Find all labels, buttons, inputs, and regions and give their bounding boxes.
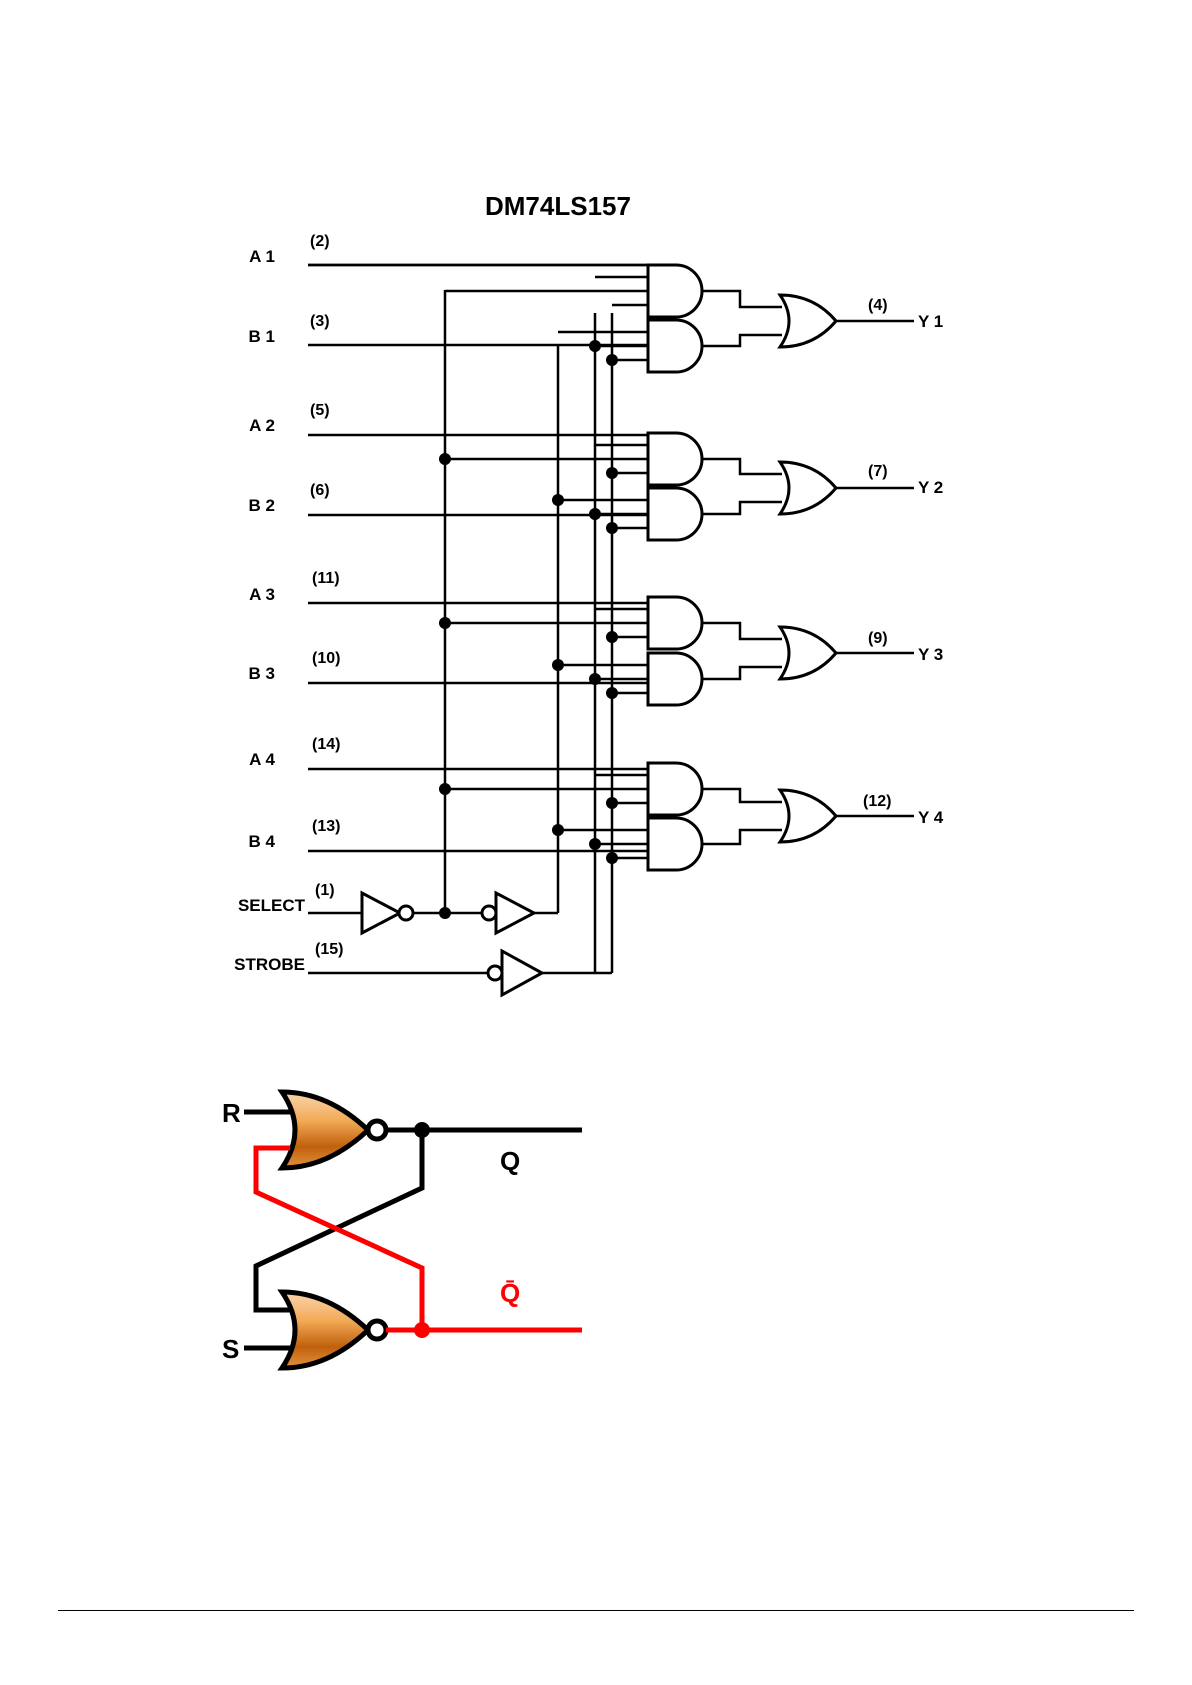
junction-dots	[439, 340, 618, 919]
latch-output-label-qbar: Q̄	[500, 1278, 521, 1308]
output-label-y3: Y 3	[918, 645, 944, 664]
input-label-b2: B 2	[248, 496, 275, 515]
dm74ls157-schematic	[200, 145, 1000, 1035]
latch-input-label-r: R	[222, 1098, 241, 1128]
input-pin-b3: (10)	[312, 650, 341, 667]
figure-sr-latch	[200, 1070, 630, 1400]
input-pin-strobe: (15)	[315, 941, 344, 958]
input-wires	[308, 265, 648, 973]
figure-title: DM74LS157	[485, 191, 631, 221]
latch-input-label-s: S	[222, 1334, 240, 1364]
output-label-y4: Y 4	[918, 808, 944, 827]
input-label-select: SELECT	[237, 896, 305, 915]
input-label-a3: A 3	[249, 585, 275, 604]
inverters	[362, 893, 612, 995]
inverter-select-bar	[445, 893, 558, 933]
or-gates	[780, 295, 836, 842]
output-pin-y3: (9)	[868, 630, 888, 647]
input-label-b4: B 4	[248, 832, 275, 851]
output-pin-y2: (7)	[868, 463, 888, 480]
input-label-b1: B 1	[248, 327, 275, 346]
input-pin-b2: (6)	[310, 482, 330, 499]
input-label-a1: A 1	[249, 247, 275, 266]
input-pin-a2: (5)	[310, 402, 330, 419]
output-label-y1: Y 1	[918, 312, 944, 331]
output-pin-y4: (12)	[863, 793, 892, 810]
nor-gate-s	[282, 1292, 386, 1368]
sr-latch-schematic	[200, 1070, 630, 1400]
vertical-buses	[445, 290, 612, 973]
input-label-strobe: STROBE	[234, 955, 305, 974]
and-input-stubs	[445, 277, 648, 858]
input-label-a2: A 2	[249, 416, 275, 435]
and-gates	[648, 265, 702, 870]
input-pin-a3: (11)	[312, 570, 340, 587]
input-pin-b4: (13)	[312, 818, 341, 835]
input-pin-select: (1)	[315, 882, 335, 899]
input-pin-b1: (3)	[310, 313, 330, 330]
junction-dot-qbar	[414, 1322, 430, 1338]
output-pin-y1: (4)	[868, 297, 888, 314]
input-pin-a1: (2)	[310, 233, 330, 250]
nor-gate-r	[282, 1092, 386, 1168]
page-footer-rule	[58, 1610, 1134, 1611]
inverter-select	[362, 893, 445, 933]
figure-dm74ls157	[200, 145, 1000, 1035]
input-label-a4: A 4	[249, 750, 275, 769]
and-or-wires	[702, 291, 914, 844]
latch-output-label-q: Q	[500, 1146, 521, 1176]
inverter-strobe	[488, 951, 612, 995]
input-label-b3: B 3	[248, 664, 275, 683]
output-label-y2: Y 2	[918, 478, 944, 497]
input-pin-a4: (14)	[312, 736, 341, 753]
junction-dot-q	[414, 1122, 430, 1138]
